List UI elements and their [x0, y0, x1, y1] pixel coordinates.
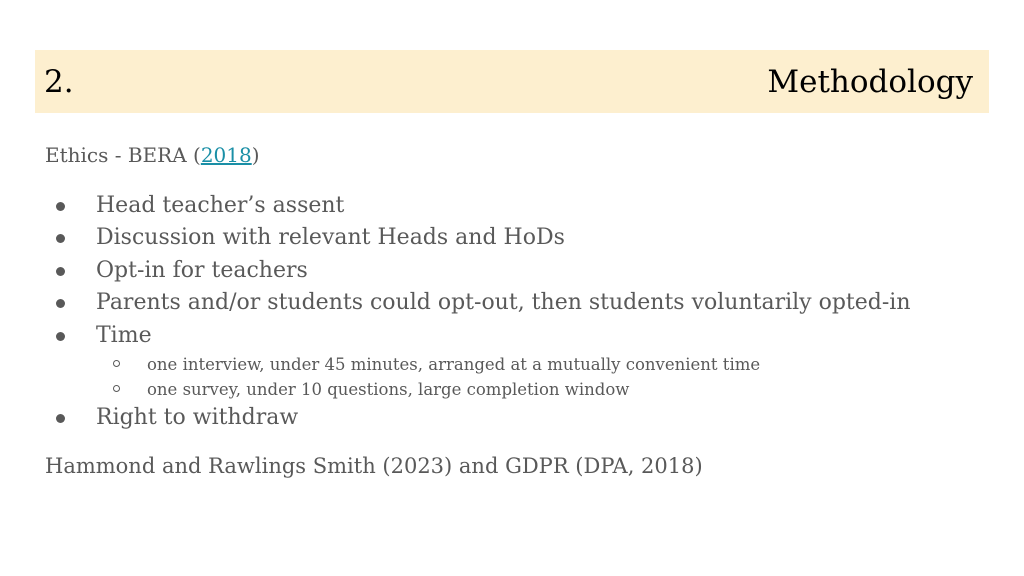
list-item-text: Opt-in for teachers [96, 257, 308, 283]
ethics-line [45, 142, 260, 168]
hollow-bullet-icon [113, 385, 120, 392]
list-item-text: Parents and/or students could opt-out, then students voluntarily opted-in [96, 290, 911, 316]
slide-header [35, 50, 989, 113]
list-item-text: Right to withdraw [96, 404, 299, 430]
bullet-icon [56, 234, 65, 243]
bullet-icon [56, 267, 65, 276]
bera-2018-link[interactable]: 2018 [200, 143, 252, 167]
bullet-icon [56, 299, 65, 308]
slide-title: Methodology [767, 64, 973, 100]
bullet-icon [56, 332, 65, 341]
sublist-item-text: one survey, under 10 questions, large completion window [147, 379, 630, 399]
ethics-prefix: Ethics - BERA ( [45, 143, 201, 167]
bullet-icon [56, 202, 65, 211]
references-line: Hammond and Rawlings Smith (2023) and GDPR (DPA, 2018) [45, 454, 703, 478]
sublist-item-text: one interview, under 45 minutes, arranged at a mutually convenient time [147, 354, 761, 374]
list-item-text: Discussion with relevant Heads and HoDs [96, 225, 565, 251]
section-number: 2. [44, 64, 74, 100]
list-item-text: Time [96, 322, 152, 348]
bullet-icon [56, 414, 65, 423]
sublist-item [45, 352, 995, 377]
list-item [45, 255, 995, 287]
ethics-suffix: ) [251, 143, 260, 167]
list-item [45, 190, 995, 222]
hollow-bullet-icon [113, 360, 120, 367]
time-sublist [45, 352, 995, 402]
sublist-item [45, 377, 995, 402]
list-item [45, 222, 995, 254]
list-item [45, 287, 995, 319]
ethics-bullet-list [45, 190, 995, 434]
list-item-text: Head teacher’s assent [96, 193, 345, 218]
time-sublist-container [45, 352, 995, 402]
list-item-time [45, 320, 995, 352]
list-item [45, 402, 995, 434]
